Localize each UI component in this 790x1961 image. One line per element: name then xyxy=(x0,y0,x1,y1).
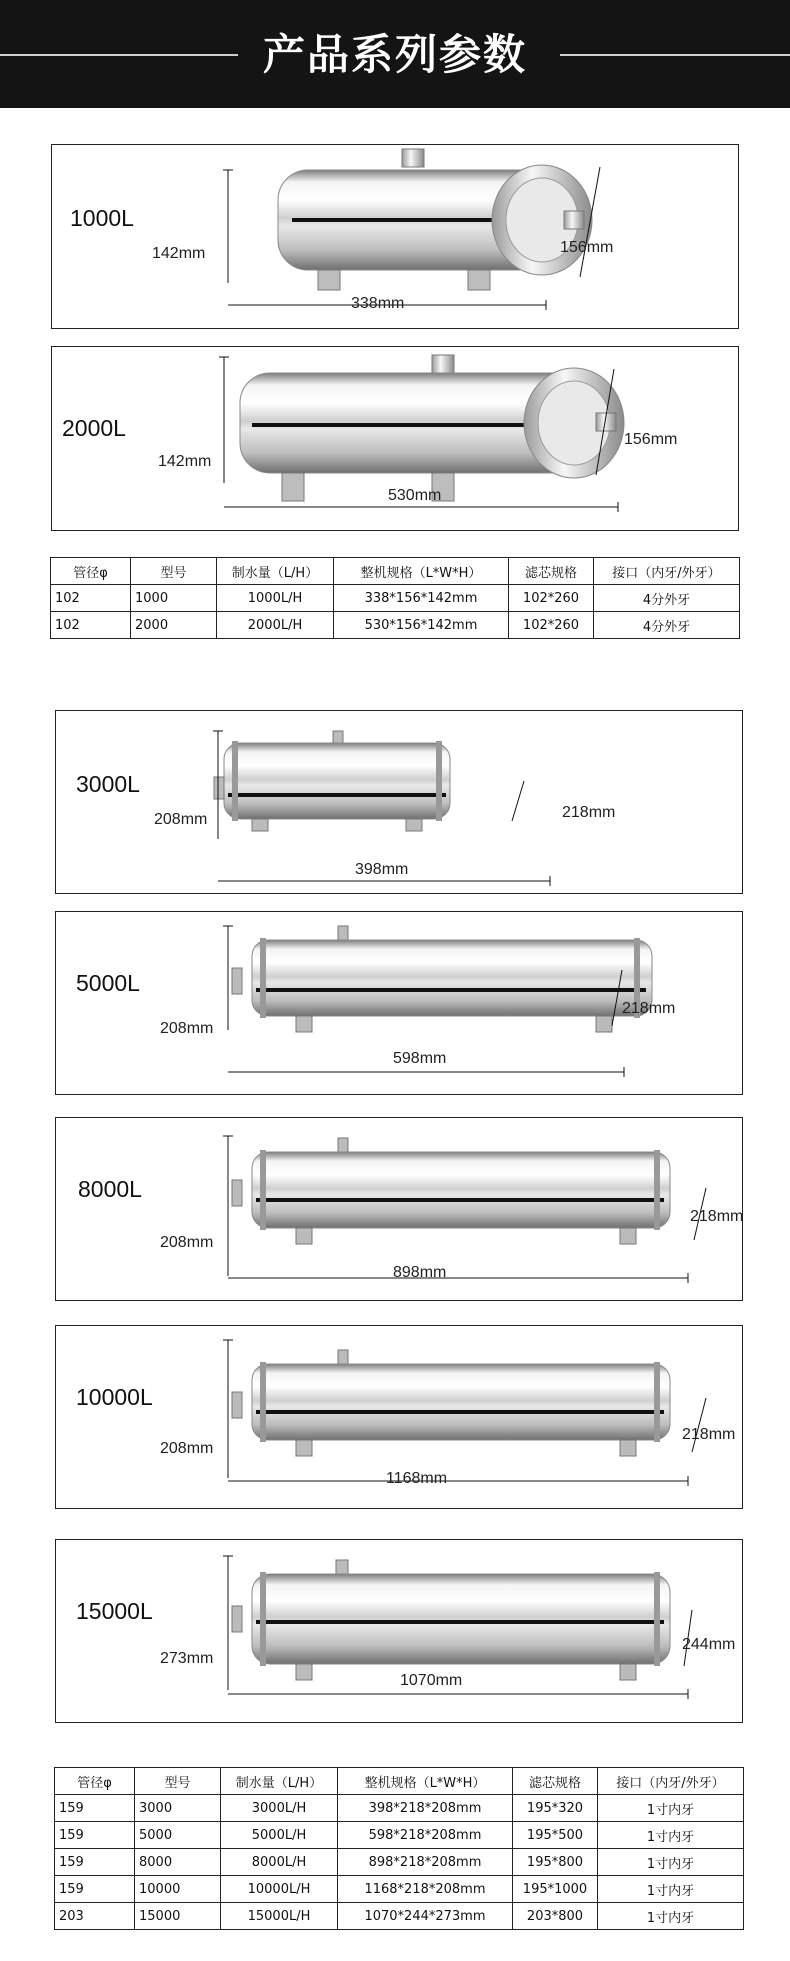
table-cell: 898*218*208mm xyxy=(338,1849,513,1876)
table-row xyxy=(55,1876,744,1903)
product-panel-3000L xyxy=(55,710,743,894)
width-dimension: 218mm xyxy=(682,1426,736,1443)
product-panel-8000L xyxy=(55,1117,743,1301)
table-cell: 159 xyxy=(55,1849,135,1876)
col-header: 接口（内牙/外牙） xyxy=(598,1768,744,1795)
col-header: 型号 xyxy=(135,1768,221,1795)
product-panel-15000L xyxy=(55,1539,743,1723)
col-header: 整机规格（L*W*H） xyxy=(334,558,509,585)
table-cell: 102 xyxy=(51,612,131,639)
col-header: 管径φ xyxy=(51,558,131,585)
width-dimension: 218mm xyxy=(690,1208,744,1225)
product-panel-2000L xyxy=(51,346,739,531)
spec-table-2 xyxy=(54,1767,744,1930)
capacity-label: 2000L xyxy=(62,415,126,441)
table-cell: 203*800 xyxy=(513,1903,598,1930)
table-cell: 4分外牙 xyxy=(594,585,740,612)
length-dimension: 1168mm xyxy=(386,1470,448,1487)
capacity-label: 3000L xyxy=(76,771,140,797)
table-cell: 159 xyxy=(55,1822,135,1849)
table-cell: 15000L/H xyxy=(221,1903,338,1930)
table-cell: 102*260 xyxy=(509,585,594,612)
table-cell: 1寸内牙 xyxy=(598,1795,744,1822)
col-header: 制水量（L/H） xyxy=(217,558,334,585)
table-cell: 3000L/H xyxy=(221,1795,338,1822)
table-cell: 2000 xyxy=(131,612,217,639)
table-cell: 8000 xyxy=(135,1849,221,1876)
height-dimension: 208mm xyxy=(160,1440,214,1457)
table-cell: 10000L/H xyxy=(221,1876,338,1903)
table-cell: 195*1000 xyxy=(513,1876,598,1903)
product-panel-1000L xyxy=(51,144,739,329)
table-cell: 2000L/H xyxy=(217,612,334,639)
table-cell: 203 xyxy=(55,1903,135,1930)
table-cell: 1寸内牙 xyxy=(598,1849,744,1876)
table-cell: 1寸内牙 xyxy=(598,1822,744,1849)
height-dimension: 208mm xyxy=(160,1020,214,1037)
table-cell: 159 xyxy=(55,1795,135,1822)
length-dimension: 1070mm xyxy=(400,1672,463,1689)
table-cell: 10000 xyxy=(135,1876,221,1903)
table-row xyxy=(51,585,740,612)
col-header: 制水量（L/H） xyxy=(221,1768,338,1795)
height-dimension: 208mm xyxy=(154,811,208,828)
col-header: 接口（内牙/外牙） xyxy=(594,558,740,585)
table-cell: 1000 xyxy=(131,585,217,612)
col-header: 整机规格（L*W*H） xyxy=(338,1768,513,1795)
capacity-label: 10000L xyxy=(76,1384,153,1410)
length-dimension: 530mm xyxy=(388,487,442,504)
table-row xyxy=(55,1849,744,1876)
spec-table-1 xyxy=(50,557,740,639)
table-cell: 5000 xyxy=(135,1822,221,1849)
table-header-row xyxy=(51,558,740,585)
length-dimension: 598mm xyxy=(393,1050,447,1067)
table-cell: 4分外牙 xyxy=(594,612,740,639)
width-dimension: 156mm xyxy=(560,239,614,256)
capacity-label: 1000L xyxy=(70,205,134,231)
width-dimension: 244mm xyxy=(682,1636,736,1653)
table-cell: 5000L/H xyxy=(221,1822,338,1849)
table-cell: 159 xyxy=(55,1876,135,1903)
page-title: 产品系列参数 xyxy=(262,30,527,79)
table-cell: 338*156*142mm xyxy=(334,585,509,612)
table-cell: 1070*244*273mm xyxy=(338,1903,513,1930)
table-cell: 102*260 xyxy=(509,612,594,639)
height-dimension: 142mm xyxy=(152,245,206,262)
height-dimension: 208mm xyxy=(160,1234,214,1251)
col-header: 管径φ xyxy=(55,1768,135,1795)
length-dimension: 898mm xyxy=(393,1264,447,1281)
table-cell: 1000L/H xyxy=(217,585,334,612)
table-cell: 1168*218*208mm xyxy=(338,1876,513,1903)
product-panel-5000L xyxy=(55,911,743,1095)
table-cell: 195*320 xyxy=(513,1795,598,1822)
table-header-row xyxy=(55,1768,744,1795)
width-dimension: 218mm xyxy=(562,804,616,821)
table-row xyxy=(55,1903,744,1930)
col-header: 滤芯规格 xyxy=(513,1768,598,1795)
filter-illustration xyxy=(56,1540,744,1724)
table-row xyxy=(55,1822,744,1849)
width-dimension: 156mm xyxy=(624,431,678,448)
height-dimension: 142mm xyxy=(158,453,212,470)
height-dimension: 273mm xyxy=(160,1650,214,1667)
page-header xyxy=(0,0,790,108)
length-dimension: 338mm xyxy=(351,295,405,312)
table-cell: 15000 xyxy=(135,1903,221,1930)
col-header: 型号 xyxy=(131,558,217,585)
table-cell: 195*500 xyxy=(513,1822,598,1849)
width-dimension: 218mm xyxy=(622,1000,676,1017)
table-cell: 1寸内牙 xyxy=(598,1876,744,1903)
table-row xyxy=(51,612,740,639)
table-cell: 3000 xyxy=(135,1795,221,1822)
table-cell: 530*156*142mm xyxy=(334,612,509,639)
table-cell: 1寸内牙 xyxy=(598,1903,744,1930)
table-cell: 598*218*208mm xyxy=(338,1822,513,1849)
product-panel-10000L xyxy=(55,1325,743,1509)
table-cell: 102 xyxy=(51,585,131,612)
table-cell: 8000L/H xyxy=(221,1849,338,1876)
capacity-label: 8000L xyxy=(78,1176,142,1202)
table-cell: 398*218*208mm xyxy=(338,1795,513,1822)
length-dimension: 398mm xyxy=(355,861,409,878)
table-cell: 195*800 xyxy=(513,1849,598,1876)
col-header: 滤芯规格 xyxy=(509,558,594,585)
capacity-label: 15000L xyxy=(76,1598,153,1624)
capacity-label: 5000L xyxy=(76,970,140,996)
table-row xyxy=(55,1795,744,1822)
